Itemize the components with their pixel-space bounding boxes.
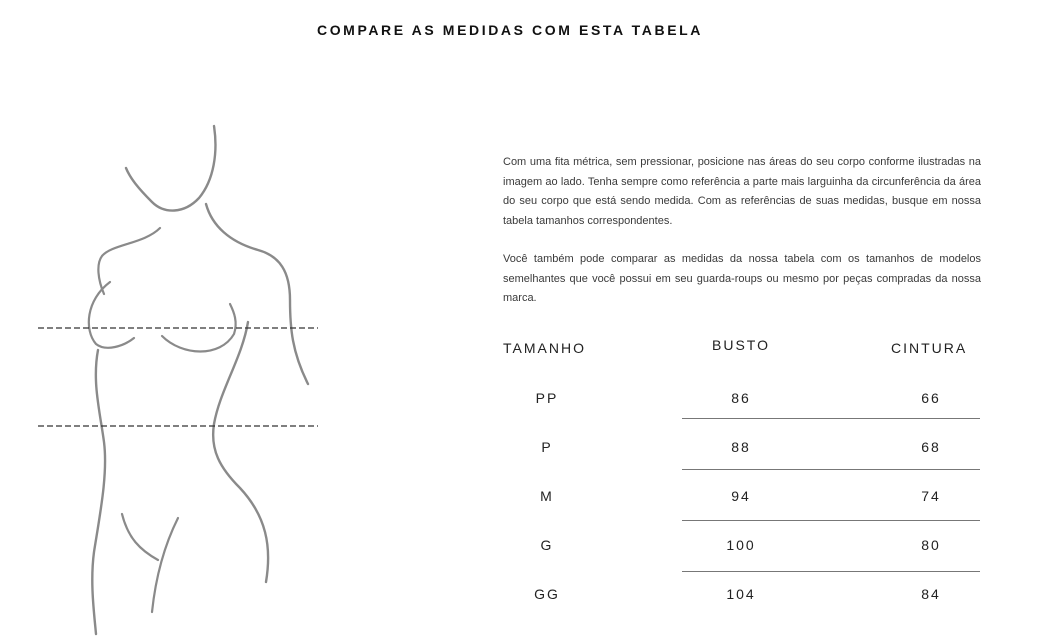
bust-cell: 100: [726, 537, 756, 553]
instructions-paragraph: Com uma fita métrica, sem pressionar, posicione nas áreas do seu corpo conforme ilustradas na imagem ao lado. Tenha sempre como referência a parte mais larguinha da circunferência da área do seu corpo que está sendo medida. Com as referências de suas medidas, busque em nossa tabela tamanhos correspondentes.: [503, 156, 981, 227]
waist-cell: 80: [921, 537, 941, 553]
column-header-bust: BUSTO: [712, 337, 770, 353]
bust-cell: 94: [731, 488, 751, 504]
breast-left: [89, 282, 134, 348]
size-cell: P: [541, 439, 553, 455]
column-header-waist: CINTURA: [891, 340, 968, 356]
bust-cell: 104: [726, 586, 756, 602]
table-row: [503, 586, 981, 606]
shoulder-right: [206, 204, 308, 384]
page-title: COMPARE AS MEDIDAS COM ESTA TABELA: [316, 22, 704, 38]
bust-cell: 86: [731, 390, 751, 406]
leg-inner-left: [122, 514, 158, 560]
bust-cell: 88: [731, 439, 751, 455]
body-measurement-figure-icon: [34, 122, 324, 636]
leg-inner-right: [152, 518, 178, 612]
head-outline: [126, 126, 215, 211]
measurement-instructions: [503, 153, 981, 328]
waist-cell: 66: [921, 390, 941, 406]
size-cell: M: [540, 488, 554, 504]
torso-left: [92, 350, 105, 634]
torso-right: [213, 322, 268, 582]
size-cell: G: [540, 537, 554, 553]
table-row: [503, 390, 981, 410]
row-divider: [682, 571, 980, 572]
size-cell: GG: [534, 586, 560, 602]
column-header-size: TAMANHO: [503, 340, 586, 356]
row-divider: [682, 418, 980, 419]
table-row: [503, 537, 981, 557]
size-cell: PP: [535, 390, 559, 406]
table-row: [503, 439, 981, 459]
waist-cell: 84: [921, 586, 941, 602]
waist-cell: 68: [921, 439, 941, 455]
row-divider: [682, 469, 980, 470]
instructions-paragraph: Você também pode comparar as medidas da nossa tabela com os tamanhos de modelos semelhantes que você possui em seu guarda-roups ou mesmo por peças compradas da nossa marca.: [503, 253, 981, 304]
table-row: [503, 488, 981, 508]
waist-cell: 74: [921, 488, 941, 504]
row-divider: [682, 520, 980, 521]
